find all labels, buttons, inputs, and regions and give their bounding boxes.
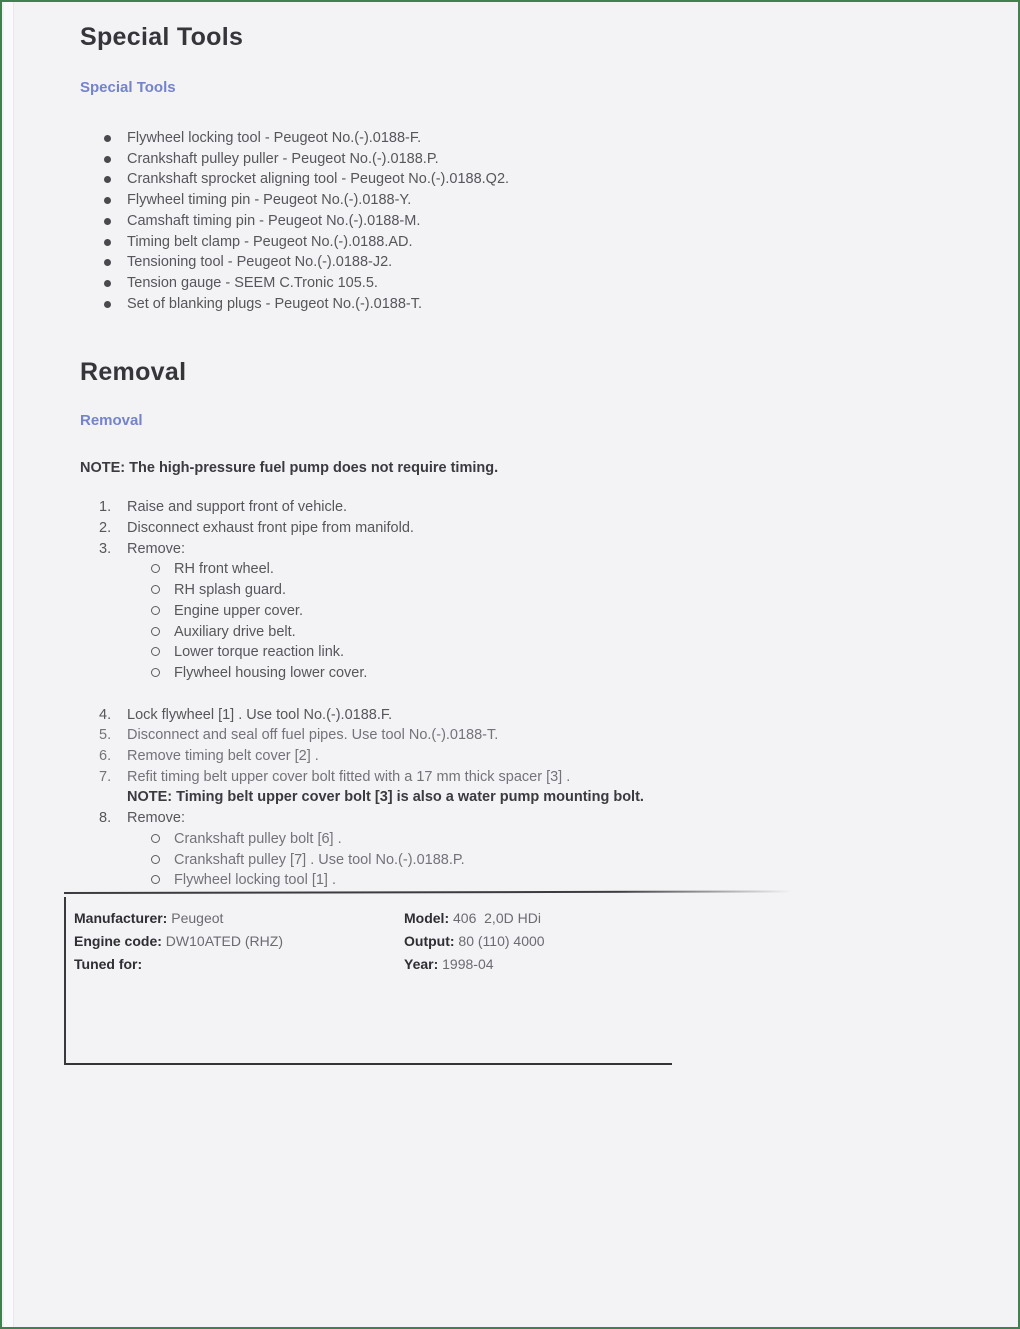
numbered-step bbox=[80, 539, 1018, 560]
step-text: Remove: bbox=[127, 540, 186, 557]
info-value: Peugeot bbox=[167, 909, 224, 926]
circle-bullet-icon bbox=[80, 663, 174, 684]
step-number: 5. bbox=[99, 727, 112, 744]
numbered-step bbox=[80, 808, 1018, 829]
sub-item bbox=[80, 622, 1018, 643]
step-text: Disconnect and seal off fuel pipes. Use tool No.(-).0188-T. bbox=[127, 727, 499, 744]
info-value: 406 2,0D HDi bbox=[449, 909, 541, 926]
circle-bullet-icon bbox=[80, 601, 174, 622]
step-number: 8. bbox=[99, 810, 112, 827]
list-item-text: Crankshaft sprocket aligning tool - Peugeot No.(-).0188.Q2. bbox=[127, 171, 510, 188]
circle-bullet-icon bbox=[80, 642, 174, 663]
bullet-icon bbox=[80, 252, 127, 273]
sub-item bbox=[80, 870, 1018, 891]
sub-item-text: RH splash guard. bbox=[174, 582, 287, 599]
info-label: Engine code: bbox=[74, 932, 162, 949]
sub-item bbox=[80, 663, 1018, 684]
remove-sublist-1 bbox=[80, 559, 1018, 683]
numbered-step bbox=[80, 725, 1018, 746]
bullet-icon bbox=[80, 149, 127, 170]
list-item bbox=[80, 128, 1018, 149]
step-text: Lock flywheel [1] . Use tool No.(-).0188.F. bbox=[127, 706, 393, 723]
circle-bullet-icon bbox=[80, 850, 174, 871]
list-item bbox=[80, 169, 1018, 190]
info-line-output bbox=[404, 930, 545, 953]
circle-bullet-icon bbox=[80, 559, 174, 580]
sub-item-text: Flywheel locking tool [1] . bbox=[174, 872, 336, 889]
step-text: Remove timing belt cover [2] . bbox=[127, 748, 319, 765]
sub-item bbox=[80, 829, 1018, 850]
step-text: Disconnect exhaust front pipe from manifold. bbox=[127, 520, 414, 537]
list-item-text: Tensioning tool - Peugeot No.(-).0188-J2. bbox=[127, 254, 393, 271]
procedure-steps-4-8 bbox=[80, 705, 1018, 788]
step-number: 2. bbox=[99, 520, 112, 537]
info-column-left bbox=[74, 907, 283, 976]
info-line-year bbox=[404, 953, 545, 976]
circle-bullet-icon bbox=[80, 580, 174, 601]
section-title-special-tools: Special Tools bbox=[80, 23, 244, 51]
info-label: Year: bbox=[404, 955, 439, 972]
list-item bbox=[80, 273, 1018, 294]
step-text: Remove: bbox=[127, 810, 186, 827]
sub-item-text: Crankshaft pulley [7] . Use tool No.(-).0188.P. bbox=[174, 851, 465, 868]
subsection-link-removal: Removal bbox=[80, 412, 143, 430]
sub-item-text: Engine upper cover. bbox=[174, 602, 303, 619]
list-item bbox=[80, 252, 1018, 273]
info-line-manufacturer bbox=[74, 907, 283, 930]
numbered-step bbox=[80, 705, 1018, 726]
list-item bbox=[80, 149, 1018, 170]
sub-item-text: RH front wheel. bbox=[174, 561, 274, 578]
note-water-pump-bolt: NOTE: Timing belt upper cover bolt [3] is also a water pump mounting bolt. bbox=[127, 789, 644, 806]
info-column-right bbox=[404, 907, 545, 976]
special-tools-list bbox=[80, 128, 1018, 314]
bullet-icon bbox=[80, 211, 127, 232]
list-item bbox=[80, 232, 1018, 253]
info-line-model bbox=[404, 907, 545, 930]
step-number: 4. bbox=[99, 706, 112, 723]
list-item bbox=[80, 211, 1018, 232]
list-item-text: Flywheel locking tool - Peugeot No.(-).0188-F. bbox=[127, 130, 422, 146]
sub-item-text: Auxiliary drive belt. bbox=[174, 623, 296, 640]
step-text: Raise and support front of vehicle. bbox=[127, 499, 348, 516]
procedure-steps-1-3 bbox=[80, 497, 1018, 559]
sub-item-text: Flywheel housing lower cover. bbox=[174, 664, 368, 681]
numbered-step bbox=[80, 518, 1018, 539]
numbered-step bbox=[80, 746, 1018, 767]
sub-item bbox=[80, 601, 1018, 622]
list-item-text: Flywheel timing pin - Peugeot No.(-).0188-Y. bbox=[127, 192, 412, 209]
numbered-step bbox=[80, 767, 1018, 788]
sub-item bbox=[80, 580, 1018, 601]
list-item bbox=[80, 190, 1018, 211]
section-title-removal: Removal bbox=[80, 358, 187, 387]
list-item-text: Crankshaft pulley puller - Peugeot No.(-).0188.P. bbox=[127, 150, 439, 167]
step-number: 7. bbox=[99, 768, 112, 785]
numbered-step bbox=[80, 497, 1018, 518]
list-item bbox=[80, 294, 1018, 315]
info-line-engine-code bbox=[74, 930, 283, 953]
info-box-top-rule bbox=[64, 890, 792, 894]
sub-item bbox=[80, 642, 1018, 663]
info-value: DW10ATED (RHZ) bbox=[161, 932, 283, 949]
bullet-icon bbox=[80, 128, 127, 149]
bullet-icon bbox=[80, 294, 127, 315]
note-fuel-pump: NOTE: The high-pressure fuel pump does not require timing. bbox=[80, 460, 499, 477]
bullet-icon bbox=[80, 273, 127, 294]
sub-item bbox=[80, 559, 1018, 580]
bullet-icon bbox=[80, 190, 127, 211]
vehicle-info-box bbox=[64, 897, 790, 1065]
info-label: Model: bbox=[404, 909, 450, 926]
step-number: 6. bbox=[99, 748, 112, 765]
bullet-icon bbox=[80, 169, 127, 190]
info-box-bottom-rule bbox=[66, 1063, 672, 1065]
list-item-text: Set of blanking plugs - Peugeot No.(-).0188-T. bbox=[127, 295, 422, 312]
list-item-text: Timing belt clamp - Peugeot No.(-).0188.AD. bbox=[127, 233, 413, 250]
info-label: Output: bbox=[404, 932, 455, 949]
sub-item-text: Lower torque reaction link. bbox=[174, 644, 345, 661]
circle-bullet-icon bbox=[80, 622, 174, 643]
list-item-text: Camshaft timing pin - Peugeot No.(-).0188-M. bbox=[127, 212, 421, 229]
bullet-icon bbox=[80, 232, 127, 253]
info-value: 1998-04 bbox=[438, 955, 494, 972]
step-number: 1. bbox=[99, 499, 112, 516]
procedure-step-8 bbox=[80, 808, 1018, 829]
document-content bbox=[2, 2, 1018, 1065]
list-item-text: Tension gauge - SEEM C.Tronic 105.5. bbox=[127, 274, 378, 291]
info-label: Tuned for: bbox=[74, 955, 143, 972]
remove-sublist-2 bbox=[80, 829, 1018, 891]
sub-item-text: Crankshaft pulley bolt [6] . bbox=[174, 830, 342, 847]
circle-bullet-icon bbox=[80, 870, 174, 891]
sub-item bbox=[80, 850, 1018, 871]
subsection-link-special-tools: Special Tools bbox=[80, 79, 176, 96]
info-value: 80 (110) 4000 bbox=[454, 932, 545, 949]
info-line-tuned-for bbox=[74, 953, 283, 976]
step-number: 3. bbox=[99, 540, 112, 557]
info-label: Manufacturer: bbox=[74, 909, 168, 926]
step-text: Refit timing belt upper cover bolt fitted with a 17 mm thick spacer [3] . bbox=[127, 768, 571, 785]
circle-bullet-icon bbox=[80, 829, 174, 850]
